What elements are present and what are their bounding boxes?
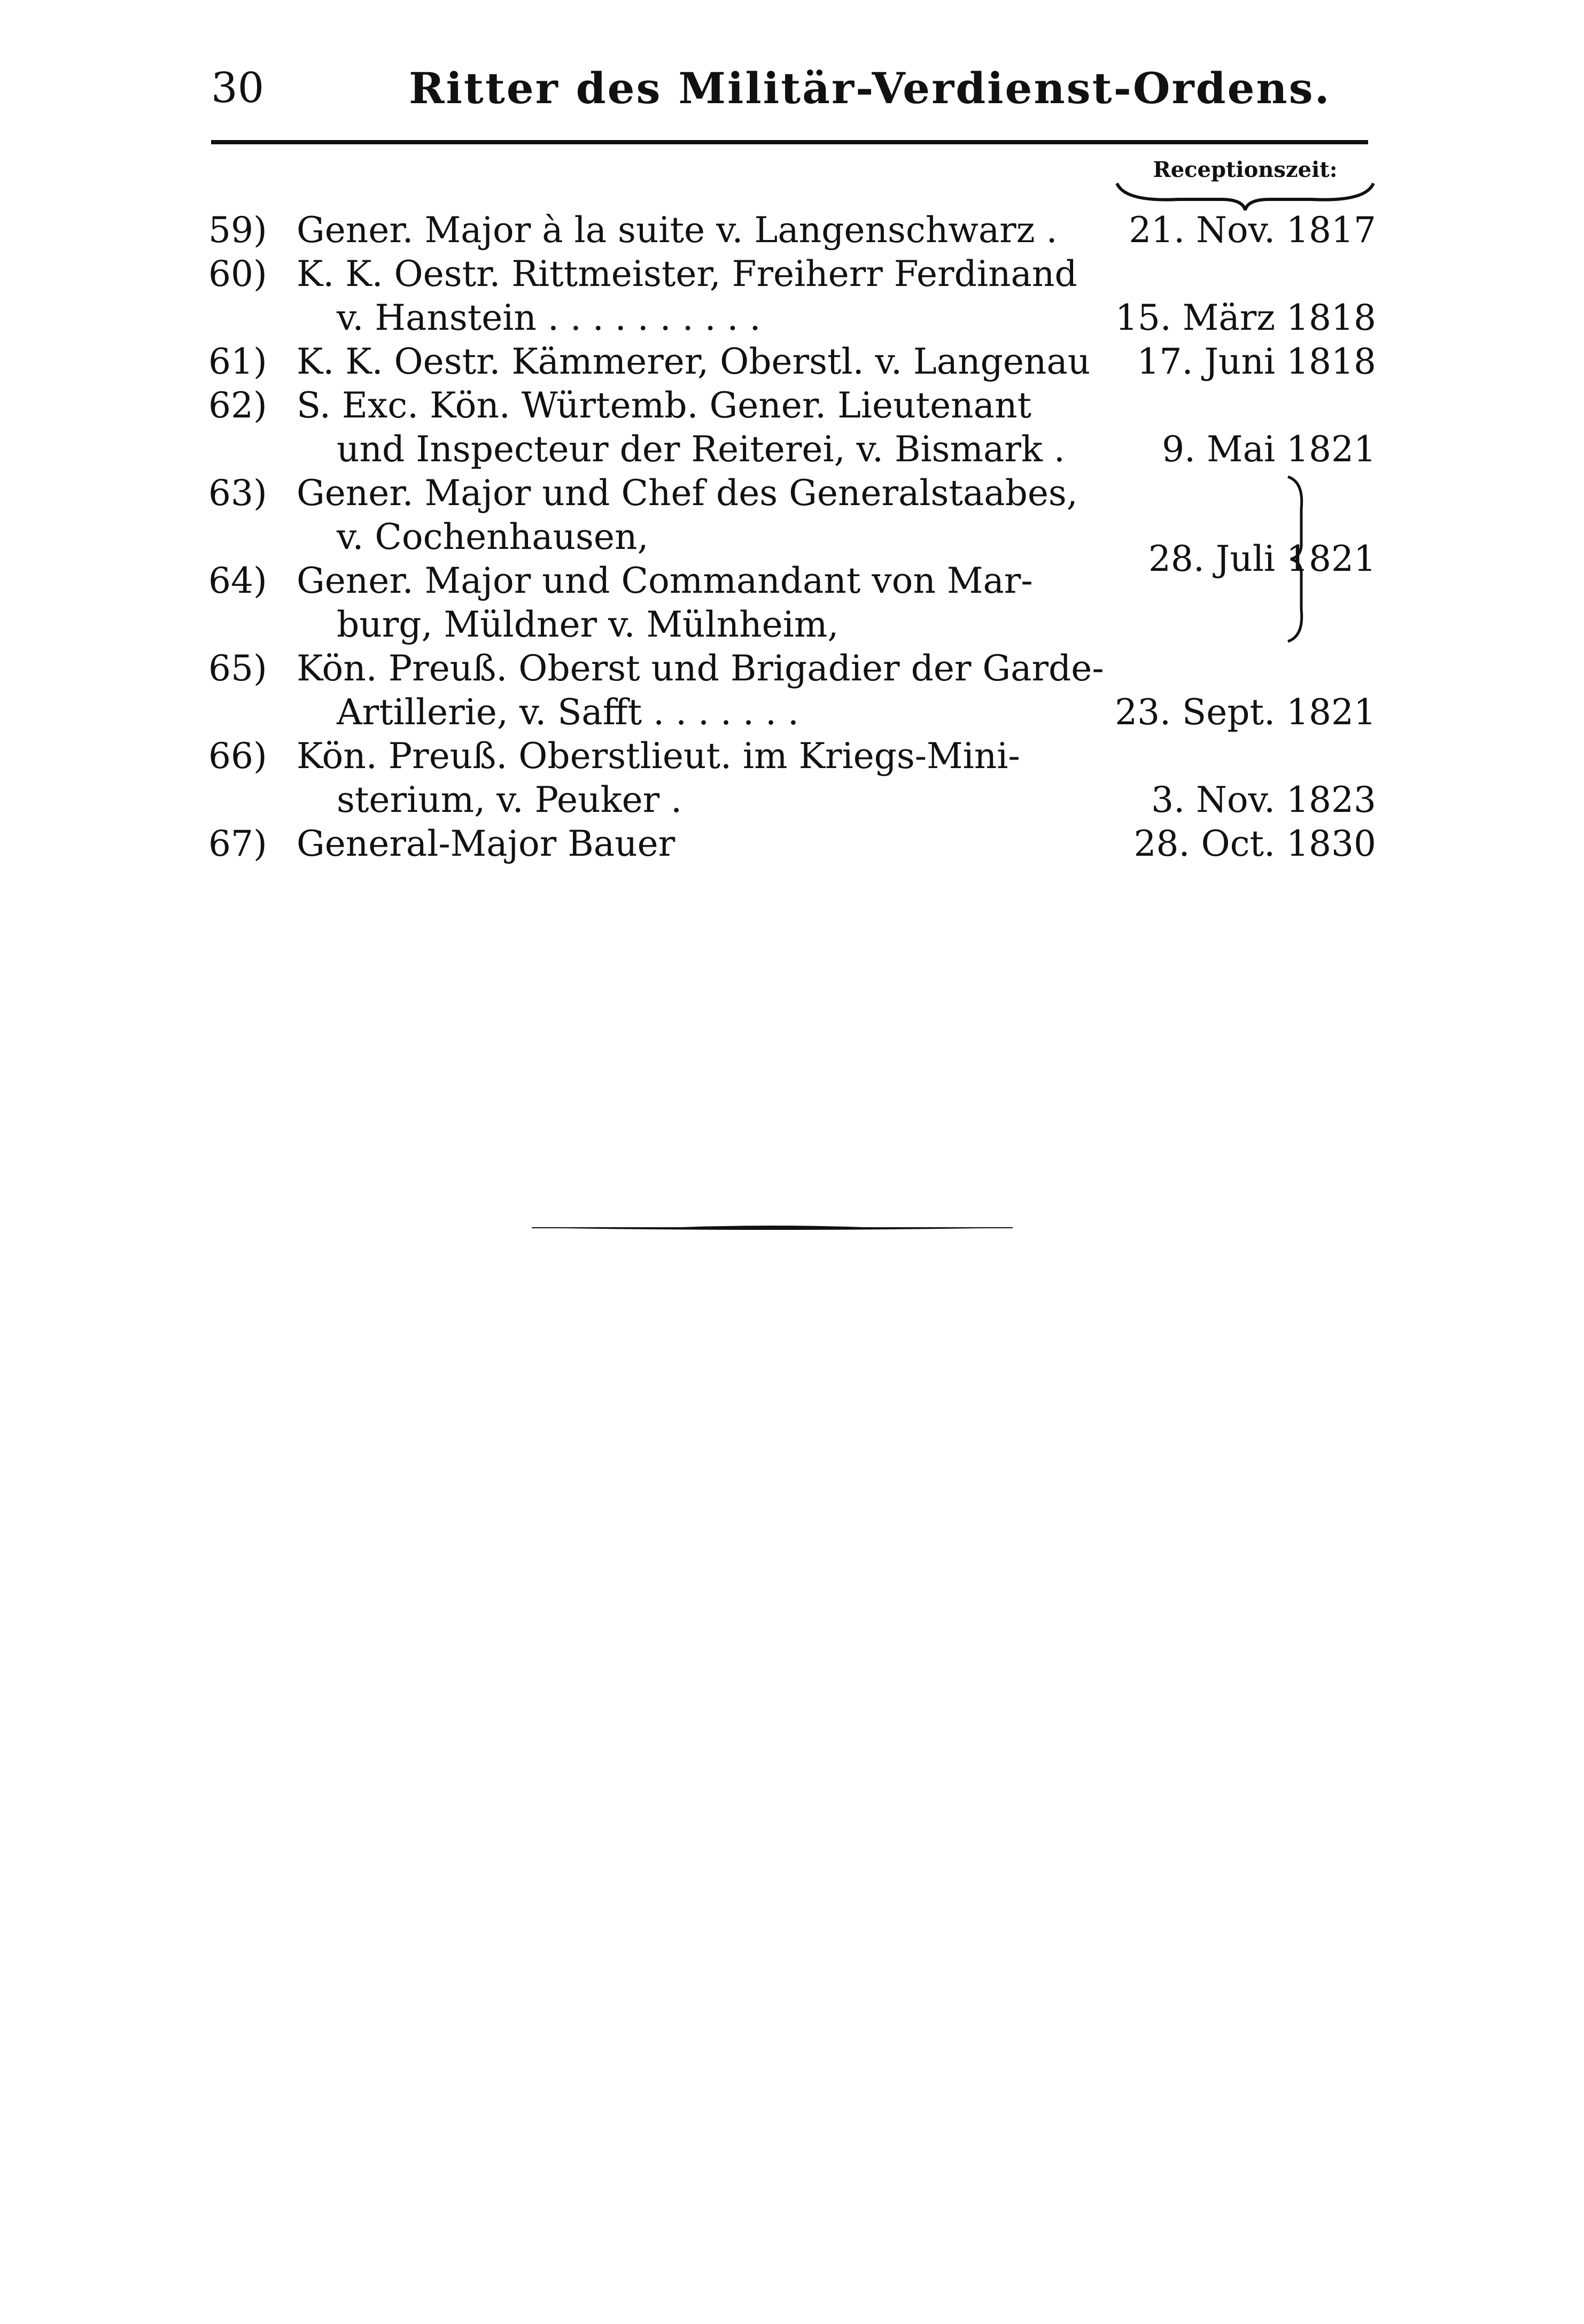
entry-text: v. Cochenhausen, — [337, 516, 649, 557]
entry-number: 66) — [208, 735, 267, 777]
entry-62 — [208, 384, 1384, 471]
entry-date: 15. März 1818 — [1115, 297, 1376, 338]
column-brace-icon — [1114, 181, 1376, 213]
entry-60 — [208, 252, 1384, 340]
entry-text: K. K. Oestr. Rittmeister, Freiherr Ferdinand — [297, 253, 1077, 295]
entry-line — [208, 734, 1384, 778]
page-number: 30 — [211, 64, 265, 112]
entry-text: sterium, v. Peuker . — [337, 779, 682, 820]
entry-line — [208, 603, 1384, 647]
entry-line — [208, 208, 1384, 252]
entry-line — [208, 471, 1384, 515]
entry-line — [208, 252, 1384, 296]
entry-number: 59) — [208, 210, 267, 251]
entry-number: 67) — [208, 823, 267, 864]
entries-list — [208, 208, 1384, 866]
entry-number: 64) — [208, 560, 267, 601]
entry-text: Artillerie, v. Safft . . . . . . . — [337, 692, 799, 733]
entry-text: General-Major Bauer — [297, 823, 675, 864]
entry-group-63-64 — [208, 471, 1384, 647]
header-rule — [211, 140, 1368, 144]
entry-65 — [208, 647, 1384, 734]
entry-text: Gener. Major à la suite v. Langenschwarz . — [297, 210, 1058, 251]
entry-number: 60) — [208, 253, 267, 295]
entry-text: und Inspecteur der Reiterei, v. Bismark . — [337, 429, 1065, 470]
entry-text: K. K. Oestr. Kämmerer, Oberstl. v. Langenau — [297, 341, 1091, 382]
entry-66 — [208, 734, 1384, 822]
entry-number: 63) — [208, 472, 267, 514]
entry-line — [208, 296, 1384, 340]
entry-67 — [208, 822, 1384, 866]
entry-text: S. Exc. Kön. Würtemb. Gener. Lieutenant — [297, 385, 1032, 426]
entry-date: 23. Sept. 1821 — [1115, 692, 1376, 733]
entry-date: 17. Juni 1818 — [1137, 341, 1376, 382]
entry-date: 21. Nov. 1817 — [1129, 210, 1376, 251]
running-title: Ritter des Militär-Verdienst-Ordens. — [409, 63, 1331, 113]
end-rule — [532, 1224, 1013, 1231]
group-date: 28. Juli 1821 — [1148, 538, 1376, 579]
entry-date: 9. Mai 1821 — [1162, 429, 1376, 470]
entry-line — [208, 647, 1384, 691]
entry-number: 61) — [208, 341, 267, 382]
entry-text: Gener. Major und Commandant von Mar- — [297, 560, 1033, 601]
entry-text: v. Hanstein . . . . . . . . . . — [337, 297, 761, 338]
entry-text: Kön. Preuß. Oberst und Brigadier der Garde- — [297, 648, 1104, 689]
entry-line — [208, 691, 1384, 734]
entry-line — [208, 340, 1384, 384]
entry-text: Gener. Major und Chef des Generalstaabes, — [297, 472, 1078, 514]
entry-59 — [208, 208, 1384, 252]
entry-date: 3. Nov. 1823 — [1151, 779, 1376, 820]
entry-line — [208, 822, 1384, 866]
entry-61 — [208, 340, 1384, 384]
entry-number: 65) — [208, 648, 267, 689]
entry-line — [208, 384, 1384, 428]
entry-line — [208, 778, 1384, 822]
entry-date: 28. Oct. 1830 — [1133, 823, 1376, 864]
entry-text: Kön. Preuß. Oberstlieut. im Kriegs-Mini- — [297, 735, 1020, 777]
entry-text: burg, Müldner v. Mülnheim, — [337, 604, 839, 645]
column-label: Receptionszeit: — [1153, 157, 1338, 182]
page-header — [211, 59, 1376, 118]
entry-line — [208, 428, 1384, 471]
entry-number: 62) — [208, 385, 267, 426]
